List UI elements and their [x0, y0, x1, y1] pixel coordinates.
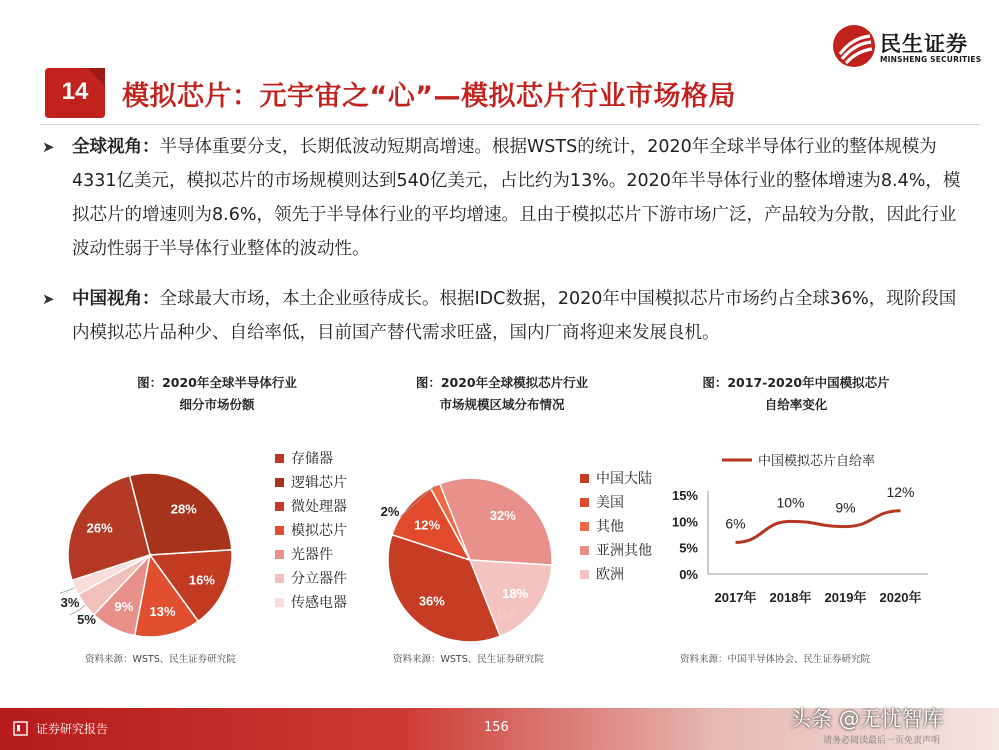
legend-swatch: [275, 478, 284, 487]
data-label: 9%: [835, 499, 856, 516]
pie-slice-label: 16%: [188, 572, 215, 588]
chart3-title-line1: 图：2017-2020年中国模拟芯片: [702, 375, 890, 390]
bullet-global: [42, 130, 972, 266]
chart1-source: 资料来源：WSTS、民生证券研究院: [85, 654, 236, 665]
analog-region-pie-chart: [360, 455, 580, 645]
x-tick-label: 2019年: [824, 590, 867, 605]
series-line: [736, 511, 901, 543]
legend-label: 其他: [596, 519, 624, 535]
bullet-china-lead: 中国视角：: [72, 289, 160, 309]
pie-slice-label: 28%: [170, 501, 197, 517]
legend-swatch: [275, 598, 284, 607]
page-title: 模拟芯片：元宇宙之“心”—模拟芯片行业市场格局: [122, 81, 736, 112]
x-tick-label: 2018年: [769, 590, 812, 605]
chart2-source: 资料来源：WSTS、民生证券研究院: [393, 654, 544, 665]
x-tick-label: 2017年: [714, 590, 757, 605]
bullet-arrow-icon: ➤: [42, 138, 55, 156]
pie-slice-label: 9%: [114, 599, 134, 615]
legend-label: 美国: [596, 495, 624, 511]
pie-slice-label: 18%: [502, 585, 529, 601]
data-label: 6%: [725, 515, 746, 532]
self-sufficiency-line-chart: [660, 440, 950, 620]
legend-swatch: [275, 454, 284, 463]
brand-name-en: MINSHENG SECURITIES: [880, 55, 982, 64]
bullet-global-text: [72, 130, 972, 266]
data-label: 12%: [886, 483, 915, 500]
pie-slice-label: 2%: [380, 504, 400, 519]
y-tick-label: 15%: [671, 488, 698, 503]
chart2-title-line2: 市场规模区域分布情况: [439, 397, 565, 412]
chart1-title-line1: 图：2020年全球半导体行业: [137, 375, 297, 390]
legend-label: 模拟芯片: [291, 523, 347, 539]
chart2-title-line1: 图：2020年全球模拟芯片行业: [415, 375, 589, 390]
legend-swatch: [275, 574, 284, 583]
pie-leader-line: [60, 588, 75, 594]
pie-annotation: 156: [495, 608, 517, 622]
footer-report-label: 证券研究报告: [36, 722, 109, 736]
pie-slice-label: 32%: [489, 507, 516, 523]
legend-label: 存储器: [291, 451, 333, 467]
title-divider: [40, 124, 980, 125]
bullet-china-text: [72, 282, 972, 350]
report-book-icon: [13, 721, 28, 736]
minsheng-logo-mark-icon: [832, 24, 876, 68]
legend-swatch: [580, 546, 589, 555]
legend-label: 亚洲其他: [596, 543, 652, 559]
legend-label: 中国大陆: [596, 471, 652, 487]
pie-slice-label: 5%: [77, 612, 96, 628]
section-number-badge: [43, 66, 107, 120]
footer-page-number: 156: [484, 720, 509, 735]
bullet-global-lead: 全球视角：: [72, 137, 160, 157]
chart3-title-line2: 自给率变化: [764, 397, 828, 412]
legend-label: 中国模拟芯片自给率: [758, 453, 876, 468]
pie-slice-label: 3%: [60, 594, 80, 610]
legend-label: 逻辑芯片: [291, 475, 347, 491]
legend-label: 微处理器: [291, 499, 347, 515]
x-tick-label: 2020年: [879, 590, 922, 605]
legend-swatch: [275, 502, 284, 511]
legend-label: 欧洲: [596, 567, 624, 583]
bullet-global-body: 半导体重要分支，长期低波动短期高增速。根据WSTS的统计，2020年全球半导体行业的整体规模为4331亿美元，模拟芯片的市场规模则达到540亿美元，占比约为13%。2020年半导体行业的整体增速为8.4%，模拟芯片的增速则为8.6%，领先于半导体行业的平均增速。且由于模拟芯片下游市场广泛，产品较为分散，因此行业波动性弱于半导体行业整体的波动性。: [72, 137, 961, 259]
legend-swatch: [580, 570, 589, 579]
y-tick-label: 5%: [679, 540, 698, 556]
legend-swatch: [275, 526, 284, 535]
chart3-source: 资料来源：中国半导体协会、民生证券研究院: [680, 654, 871, 665]
pie-slice-label: 36%: [418, 593, 445, 609]
brand-name-cn: 民生证券: [880, 32, 968, 56]
footer-disclaimer: 请务必阅读最后一页免责声明: [823, 736, 941, 746]
watermark-text: 头条 @无忧智库: [790, 707, 944, 731]
legend-label: 光器件: [291, 547, 333, 563]
chart2-title: [387, 372, 617, 416]
pie-slice-label: 26%: [86, 520, 113, 536]
bullet-arrow-icon: ➤: [42, 290, 55, 308]
data-label: 10%: [776, 494, 805, 511]
chart1-title-line2: 细分市场份额: [179, 397, 255, 412]
legend-label: 分立器件: [291, 571, 347, 587]
bullet-china: [42, 282, 972, 350]
legend-swatch: [275, 550, 284, 559]
chart1-title: [102, 372, 332, 416]
pie-slice-label: 13%: [149, 604, 176, 620]
y-tick-label: 0%: [679, 567, 698, 582]
y-tick-label: 10%: [671, 514, 698, 530]
section-number: 14: [61, 78, 89, 105]
legend-swatch: [580, 498, 589, 507]
semiconductor-segment-pie-chart: [60, 455, 280, 645]
pie-slice-label: 12%: [414, 517, 441, 533]
legend-swatch: [580, 474, 589, 483]
chart3-title: [681, 372, 911, 416]
minsheng-logo: [832, 22, 982, 72]
legend-swatch: [580, 522, 589, 531]
bullet-china-body: 全球最大市场，本土企业亟待成长。根据IDC数据，2020年中国模拟芯片市场约占全球36%，现阶段国内模拟芯片品种少、自给率低，目前国产替代需求旺盛，国内厂商将迎来发展良机。: [72, 289, 957, 343]
legend-label: 传感电器: [291, 595, 347, 611]
